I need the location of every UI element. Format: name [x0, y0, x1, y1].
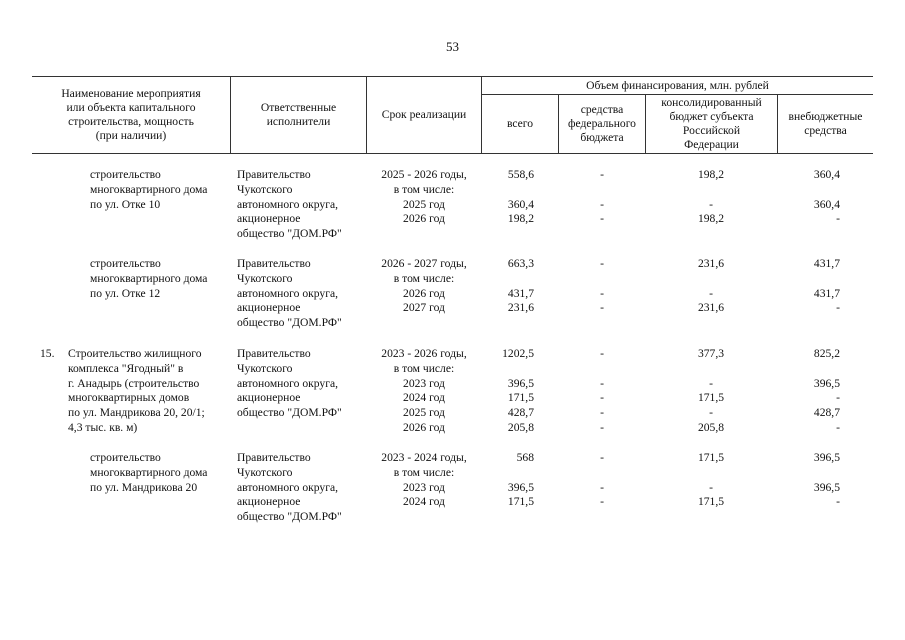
- cell-line: -: [709, 286, 713, 300]
- cell-line: строительство: [90, 451, 161, 464]
- cell-line: -: [600, 197, 604, 211]
- row-4-offbudget: [790, 451, 840, 510]
- cell-line: [790, 466, 840, 481]
- row-1-consolidated: [646, 168, 776, 227]
- cell-line: акционерное: [237, 301, 301, 315]
- cell-line: 2026 - 2027 годы,: [381, 257, 467, 270]
- cell-line: [790, 183, 840, 198]
- cell-line: строительство: [90, 168, 161, 181]
- header-federal: средства федерального бюджета: [568, 103, 636, 144]
- cell-line: в том числе:: [393, 271, 455, 285]
- cell-line: 4,3 тыс. кв. м): [68, 420, 138, 434]
- cell-line: 2024 год: [403, 391, 445, 405]
- row-1-exec: [237, 168, 365, 242]
- cell-line: [646, 362, 776, 377]
- row-1-term: [366, 168, 482, 227]
- cell-line: Правительство: [237, 451, 311, 464]
- cell-line: 428,7: [507, 406, 534, 420]
- cell-line: -: [600, 168, 604, 181]
- cell-line: по ул. Мандрикова 20, 20/1;: [68, 406, 205, 420]
- cell-line: общество "ДОМ.РФ": [237, 316, 342, 330]
- cell-line: общество "ДОМ.РФ": [237, 406, 342, 420]
- cell-line: -: [600, 212, 604, 226]
- cell-line: Правительство: [237, 257, 311, 270]
- cell-line: [40, 257, 64, 272]
- cell-line: по ул. Отке 12: [90, 286, 161, 300]
- cell-line: в том числе:: [393, 465, 455, 479]
- cell-line: 2023 - 2024 годы,: [381, 451, 467, 464]
- cell-line: 198,2: [697, 212, 725, 226]
- cell-line: 396,5: [813, 376, 840, 390]
- cell-line: 171,5: [507, 391, 534, 405]
- header-offbudget: внебюджетные средства: [788, 110, 863, 137]
- cell-line: [790, 272, 840, 287]
- cell-line: по ул. Отке 10: [90, 197, 161, 211]
- cell-line: 431,7: [507, 286, 534, 300]
- cell-line: [560, 272, 644, 287]
- header-term: Срок реализации: [381, 108, 467, 121]
- row-2-term: [366, 257, 482, 316]
- cell-line: Чукотского: [237, 271, 293, 285]
- row-4-federal: [560, 451, 644, 510]
- cell-line: Чукотского: [237, 182, 293, 196]
- header-total: всего: [506, 117, 534, 130]
- cell-line: -: [836, 391, 840, 405]
- cell-line: Чукотского: [237, 465, 293, 479]
- cell-line: комплекса "Ягодный" в: [68, 361, 184, 375]
- header-bottom-rule: [32, 153, 873, 154]
- cell-line: 231,6: [697, 301, 725, 315]
- cell-line: -: [600, 406, 604, 420]
- cell-line: [482, 272, 534, 287]
- cell-line: г. Анадырь (строительство: [68, 376, 200, 390]
- row-3-federal: [560, 347, 644, 436]
- cell-line: многоквартирного дома: [90, 182, 208, 196]
- cell-line: -: [600, 257, 604, 270]
- row-4-consolidated: [646, 451, 776, 510]
- cell-line: общество "ДОМ.РФ": [237, 227, 342, 241]
- cell-line: [560, 362, 644, 377]
- row-2-exec: [237, 257, 365, 331]
- row-3-exec: [237, 347, 365, 421]
- cell-line: многоквартирного дома: [90, 465, 208, 479]
- cell-line: 2025 - 2026 годы,: [381, 168, 467, 181]
- cell-line: [646, 272, 776, 287]
- row-2-federal: [560, 257, 644, 316]
- cell-line: 377,3: [697, 347, 725, 360]
- cell-line: -: [600, 420, 604, 434]
- cell-line: 2025 год: [403, 406, 445, 420]
- cell-line: 568: [516, 451, 534, 464]
- row-4-num: [40, 451, 64, 466]
- cell-line: 171,5: [697, 391, 725, 405]
- cell-line: [560, 466, 644, 481]
- cell-line: [646, 466, 776, 481]
- cell-line: -: [600, 286, 604, 300]
- header-consolidated: консолидированный бюджет субъекта Российской Федерации: [661, 96, 762, 151]
- page-number: 53: [446, 39, 459, 54]
- cell-line: -: [836, 301, 840, 315]
- cell-line: 2026 год: [403, 420, 445, 434]
- cell-line: 15.: [40, 347, 55, 360]
- cell-line: 431,7: [813, 286, 840, 300]
- cell-line: -: [600, 391, 604, 405]
- cell-line: -: [709, 406, 713, 420]
- cell-line: -: [600, 495, 604, 509]
- row-3-name: [68, 347, 228, 436]
- row-2-total: [482, 257, 534, 316]
- cell-line: 171,5: [697, 451, 725, 464]
- row-3-offbudget: [790, 347, 840, 436]
- cell-line: 231,6: [507, 301, 534, 315]
- cell-line: -: [709, 480, 713, 494]
- cell-line: -: [709, 197, 713, 211]
- row-2-consolidated: [646, 257, 776, 316]
- cell-line: 825,2: [813, 347, 840, 360]
- row-4-term: [366, 451, 482, 510]
- cell-line: акционерное: [237, 391, 301, 405]
- cell-line: 2026 год: [403, 212, 445, 226]
- cell-line: 198,2: [697, 168, 725, 181]
- cell-line: 396,5: [507, 376, 534, 390]
- cell-line: [790, 362, 840, 377]
- cell-line: по ул. Мандрикова 20: [90, 480, 198, 494]
- cell-line: 663,3: [507, 257, 534, 270]
- cell-line: Чукотского: [237, 361, 293, 375]
- row-3-num: [40, 347, 64, 362]
- cell-line: 198,2: [507, 212, 534, 226]
- cell-line: 231,6: [697, 257, 725, 270]
- cell-line: 360,4: [813, 168, 840, 181]
- cell-line: [646, 183, 776, 198]
- cell-line: 1202,5: [502, 347, 534, 360]
- cell-line: -: [836, 420, 840, 434]
- cell-line: 396,5: [813, 451, 840, 464]
- cell-line: [482, 362, 534, 377]
- cell-line: 2025 год: [403, 197, 445, 211]
- cell-line: многоквартирных домов: [68, 391, 190, 405]
- cell-line: 205,8: [697, 420, 725, 434]
- cell-line: 171,5: [697, 495, 725, 509]
- cell-line: 360,4: [813, 197, 840, 211]
- cell-line: 396,5: [813, 480, 840, 494]
- cell-line: 558,6: [507, 168, 534, 181]
- cell-line: 396,5: [507, 480, 534, 494]
- cell-line: в том числе:: [393, 361, 455, 375]
- cell-line: 2027 год: [403, 301, 445, 315]
- row-3-term: [366, 347, 482, 436]
- cell-line: многоквартирного дома: [90, 271, 208, 285]
- header-funding: Объем финансирования, млн. рублей: [586, 78, 769, 92]
- cell-line: [40, 451, 64, 466]
- cell-line: 2023 - 2026 годы,: [381, 347, 467, 360]
- row-2-num: [40, 257, 64, 272]
- row-4-name: [90, 451, 250, 495]
- cell-line: 2026 год: [403, 286, 445, 300]
- cell-line: 360,4: [507, 197, 534, 211]
- row-1-num: [40, 168, 64, 183]
- cell-line: 428,7: [813, 406, 840, 420]
- row-1-federal: [560, 168, 644, 227]
- row-4-exec: [237, 451, 365, 525]
- row-3-consolidated: [646, 347, 776, 436]
- header-name: Наименование мероприятия или объекта капитального строительства, мощность (при наличии): [61, 87, 201, 142]
- cell-line: акционерное: [237, 212, 301, 226]
- cell-line: автономного округа,: [237, 197, 338, 211]
- header-executors: Ответственные исполнители: [260, 101, 337, 128]
- cell-line: автономного округа,: [237, 376, 338, 390]
- cell-line: 2023 год: [403, 480, 445, 494]
- cell-line: -: [600, 347, 604, 360]
- cell-line: в том числе:: [393, 182, 455, 196]
- cell-line: Правительство: [237, 168, 311, 181]
- cell-line: автономного округа,: [237, 480, 338, 494]
- cell-line: строительство: [90, 257, 161, 270]
- row-1-offbudget: [790, 168, 840, 227]
- row-4-total: [482, 451, 534, 510]
- row-2-name: [90, 257, 250, 301]
- cell-line: Правительство: [237, 347, 311, 360]
- row-3-total: [482, 347, 534, 436]
- cell-line: общество "ДОМ.РФ": [237, 510, 342, 524]
- cell-line: -: [836, 212, 840, 226]
- cell-line: 431,7: [813, 257, 840, 270]
- cell-line: 2024 год: [403, 495, 445, 509]
- cell-line: -: [709, 376, 713, 390]
- cell-line: 205,8: [507, 420, 534, 434]
- cell-line: [560, 183, 644, 198]
- cell-line: -: [600, 376, 604, 390]
- cell-line: 171,5: [507, 495, 534, 509]
- row-1-total: [482, 168, 534, 227]
- cell-line: автономного округа,: [237, 286, 338, 300]
- cell-line: [482, 183, 534, 198]
- cell-line: 2023 год: [403, 376, 445, 390]
- cell-line: акционерное: [237, 495, 301, 509]
- cell-line: -: [600, 480, 604, 494]
- cell-line: -: [836, 495, 840, 509]
- cell-line: -: [600, 451, 604, 464]
- cell-line: [482, 466, 534, 481]
- cell-line: Строительство жилищного: [68, 347, 202, 360]
- cell-line: [40, 168, 64, 183]
- row-1-name: [90, 168, 250, 212]
- cell-line: -: [600, 301, 604, 315]
- row-2-offbudget: [790, 257, 840, 316]
